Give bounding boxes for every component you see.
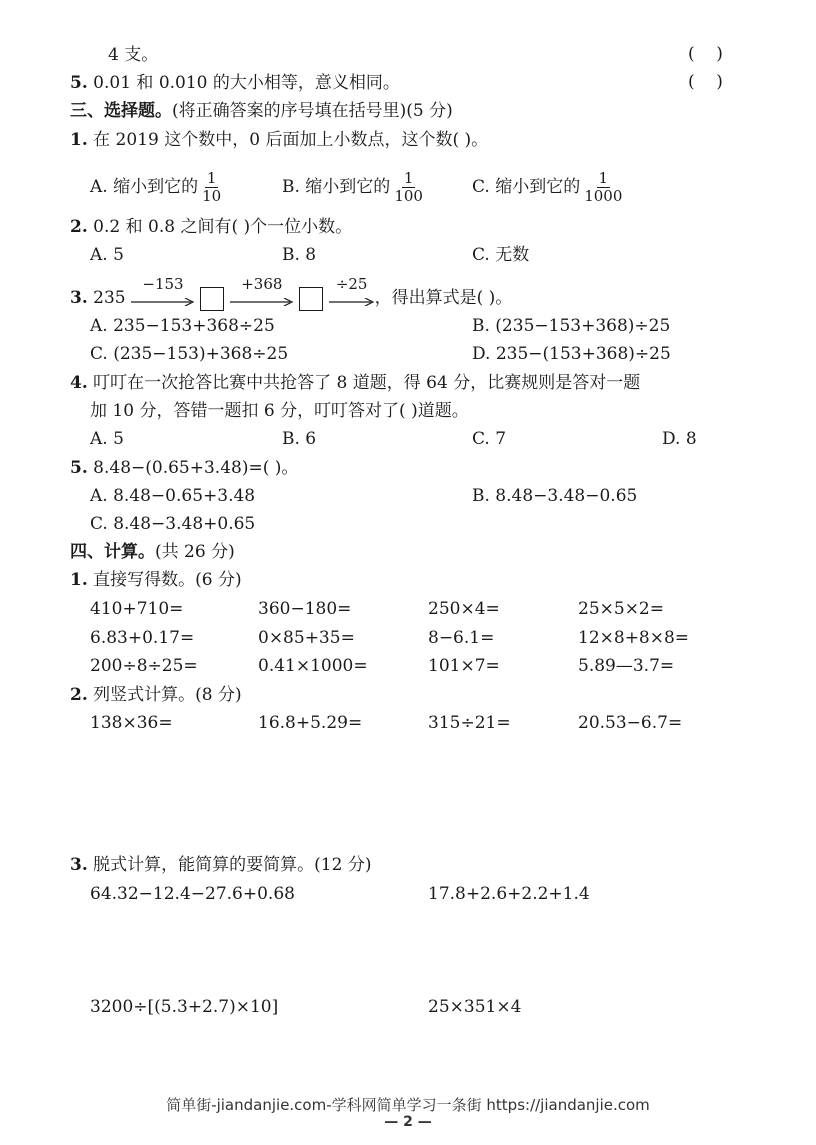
fraction: $\frac{1}{10}$ [202, 169, 222, 205]
stepwise-calc-item[interactable]: 64.32−12.4−27.6+0.68 [90, 884, 295, 904]
question-text: 8.48−(0.65+3.48)=( )。 [93, 458, 299, 478]
question-text: 0.2 和 0.8 之间有( )个一位小数。 [93, 217, 353, 237]
arrow-op-1: −153 [131, 288, 195, 310]
option-b[interactable]: B. (235−153+368)÷25 [472, 316, 671, 336]
part-title: 直接写得数。(6 分) [93, 570, 242, 590]
stepwise-calc-item[interactable]: 17.8+2.6+2.2+1.4 [428, 884, 590, 904]
choice-question-3 [70, 274, 513, 311]
question-number: 3. [70, 288, 88, 308]
oral-calc-item[interactable]: 200÷8÷25= [90, 656, 198, 676]
question-number: 4. [70, 373, 88, 393]
fraction: $\frac{1}{100}$ [394, 169, 423, 205]
oral-calc-item[interactable]: 101×7= [428, 656, 500, 676]
answer-paren[interactable]: ( ) [688, 44, 723, 64]
option-a[interactable]: A. 235−153+368÷25 [90, 316, 275, 336]
section-title: 四、计算。 [70, 542, 155, 562]
stepwise-calc-item[interactable]: 3200÷[(5.3+2.7)×10] [90, 997, 279, 1017]
option-d[interactable]: D. 8 [662, 429, 697, 449]
answer-paren[interactable]: ( ) [688, 72, 723, 92]
question-tail: ，得出算式是( )。 [374, 288, 513, 308]
option-c[interactable]: C. (235−153)+368÷25 [90, 344, 289, 364]
stepwise-calc-item[interactable]: 25×351×4 [428, 997, 522, 1017]
choice-question-2 [70, 216, 352, 238]
question-text-cont: 加 10 分，答错一题扣 6 分，叮叮答对了( )道题。 [90, 401, 469, 421]
choice-question-5 [70, 457, 298, 479]
option-c[interactable]: C. 无数 [472, 245, 530, 265]
oral-calc-item[interactable]: 410+710= [90, 599, 184, 619]
part-title: 脱式计算，能简算的要简算。(12 分) [93, 855, 372, 875]
question-number: 1. [70, 130, 88, 150]
section-note: (共 26 分) [155, 542, 235, 562]
option-b[interactable]: B. 8 [282, 245, 317, 265]
choice-question-4 [70, 372, 640, 394]
question-number: 2. [70, 217, 88, 237]
part-title: 列竖式计算。(8 分) [93, 685, 242, 705]
watermark-text: 简单街-jiandanjie.com-学科网简单学习一条街 https://jiandanjie.com [166, 1096, 650, 1114]
option-c[interactable] [472, 170, 624, 205]
question-number: 5. [70, 73, 88, 93]
start-number: 235 [93, 288, 126, 308]
oral-calc-item[interactable]: 360−180= [258, 599, 352, 619]
section-title: 三、选择题。 [70, 101, 172, 121]
vertical-calc-item[interactable]: 315÷21= [428, 713, 511, 733]
fraction: $\frac{1}{1000}$ [584, 169, 623, 205]
arrow-op-3: ÷25 [329, 288, 375, 310]
option-d[interactable]: D. 235−(153+368)÷25 [472, 344, 671, 364]
oral-calc-item[interactable]: 12×8+8×8= [578, 628, 690, 648]
part-number: 3. [70, 855, 88, 875]
option-b[interactable]: B. 6 [282, 429, 317, 449]
choice-question-1 [70, 129, 488, 151]
prev-question-tail: 4 支。 [108, 45, 159, 65]
blank-box[interactable] [200, 287, 224, 311]
question-text: 叮叮在一次抢答比赛中共抢答了 8 道题，得 64 分，比赛规则是答对一题 [93, 373, 641, 393]
oral-calc-item[interactable]: 0×85+35= [258, 628, 355, 648]
part-number: 1. [70, 570, 88, 590]
option-c[interactable]: C. 8.48−3.48+0.65 [90, 514, 256, 534]
section-heading [70, 541, 235, 563]
section-note: (将正确答案的序号填在括号里)(5 分) [172, 101, 453, 121]
page-number: — 2 — [384, 1114, 432, 1130]
option-c[interactable]: C. 7 [472, 429, 507, 449]
vertical-calc-item[interactable]: 138×36= [90, 713, 173, 733]
option-a[interactable] [90, 170, 223, 205]
option-b[interactable] [282, 170, 425, 205]
calc-part-2 [70, 684, 242, 706]
oral-calc-item[interactable]: 6.83+0.17= [90, 628, 195, 648]
option-b[interactable]: B. 8.48−3.48−0.65 [472, 486, 638, 506]
option-a[interactable]: A. 5 [90, 429, 124, 449]
option-a[interactable]: A. 8.48−0.65+3.48 [90, 486, 256, 506]
oral-calc-item[interactable]: 250×4= [428, 599, 500, 619]
question-number: 5. [70, 458, 88, 478]
part-number: 2. [70, 685, 88, 705]
judge-question-5 [70, 72, 400, 94]
vertical-calc-item[interactable]: 16.8+5.29= [258, 713, 363, 733]
oral-calc-item[interactable]: 5.89—3.7= [578, 656, 675, 676]
section-heading [70, 100, 453, 122]
vertical-calc-item[interactable]: 20.53−6.7= [578, 713, 683, 733]
oral-calc-item[interactable]: 0.41×1000= [258, 656, 368, 676]
oral-calc-item[interactable]: 8−6.1= [428, 628, 495, 648]
option-a[interactable]: A. 5 [90, 245, 124, 265]
calc-part-3 [70, 854, 371, 876]
arrow-op-2: +368 [230, 288, 294, 310]
option-label: A. 缩小到它的 [90, 177, 199, 197]
oral-calc-item[interactable]: 25×5×2= [578, 599, 664, 619]
blank-box[interactable] [299, 287, 323, 311]
question-text: 0.01 和 0.010 的大小相等，意义相同。 [93, 73, 400, 93]
question-text: 在 2019 这个数中，0 后面加上小数点，这个数( )。 [93, 130, 489, 150]
calc-part-1 [70, 569, 242, 591]
option-label: B. 缩小到它的 [282, 177, 391, 197]
option-label: C. 缩小到它的 [472, 177, 581, 197]
